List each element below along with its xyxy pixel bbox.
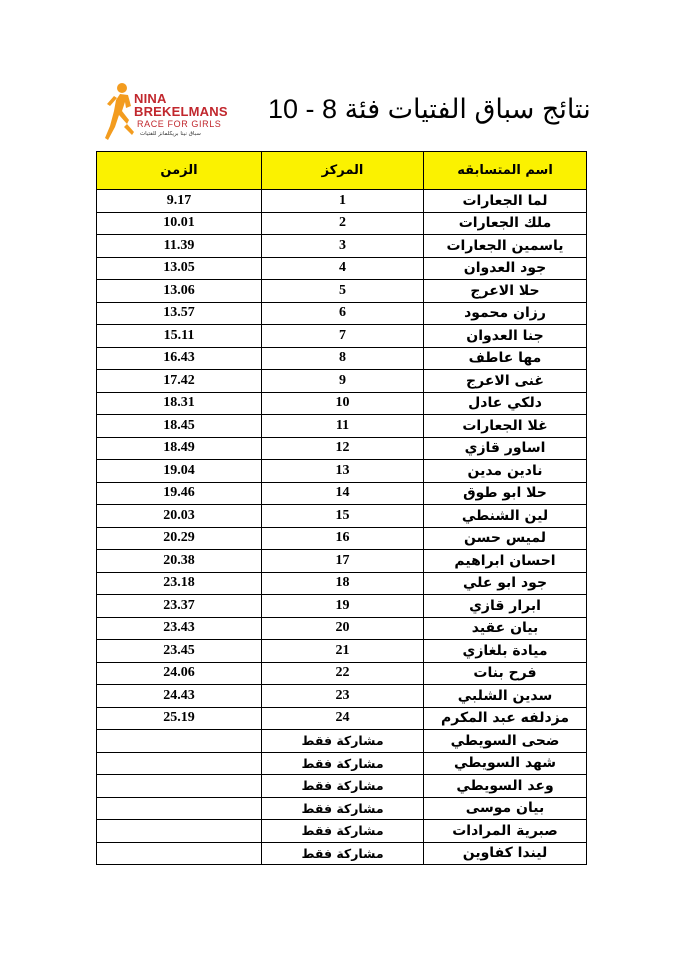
cell-place: مشاركة فقط — [262, 752, 424, 775]
table-row — [97, 257, 587, 280]
cell-name: حلا ابو طوق — [424, 482, 587, 505]
cell-place: 3 — [262, 235, 424, 258]
table-row — [97, 775, 587, 798]
cell-name: ليندا كفاوين — [424, 842, 587, 865]
cell-place: 4 — [262, 257, 424, 280]
table-row — [97, 797, 587, 820]
table-row — [97, 347, 587, 370]
cell-time: 11.39 — [97, 235, 262, 258]
cell-time: 13.57 — [97, 302, 262, 325]
cell-place: مشاركة فقط — [262, 820, 424, 843]
cell-time: 18.49 — [97, 437, 262, 460]
cell-name: ملك الجعارات — [424, 212, 587, 235]
cell-time — [97, 797, 262, 820]
table-row — [97, 235, 587, 258]
cell-name: حلا الاعرج — [424, 280, 587, 303]
logo-arabic-tagline: سباق نينا بريكلمانز للفتيات — [140, 131, 201, 137]
cell-place: 21 — [262, 640, 424, 663]
header-place: المركز — [262, 152, 424, 190]
table-row — [97, 280, 587, 303]
cell-place: مشاركة فقط — [262, 775, 424, 798]
table-row — [97, 730, 587, 753]
table-row — [97, 370, 587, 393]
cell-name: فرح بنات — [424, 662, 587, 685]
cell-time: 24.43 — [97, 685, 262, 708]
cell-name: صبرية المرادات — [424, 820, 587, 843]
cell-name: بيان عقيد — [424, 617, 587, 640]
cell-place: مشاركة فقط — [262, 842, 424, 865]
runner-icon — [104, 80, 138, 146]
cell-name: اساور قازي — [424, 437, 587, 460]
cell-time: 13.06 — [97, 280, 262, 303]
cell-time: 10.01 — [97, 212, 262, 235]
cell-time: 16.43 — [97, 347, 262, 370]
table-row — [97, 685, 587, 708]
cell-place: 12 — [262, 437, 424, 460]
cell-time: 23.45 — [97, 640, 262, 663]
cell-name: مزدلفه عبد المكرم — [424, 707, 587, 730]
cell-name: ابرار قازي — [424, 595, 587, 618]
cell-place: 20 — [262, 617, 424, 640]
cell-time: 23.18 — [97, 572, 262, 595]
cell-time: 20.29 — [97, 527, 262, 550]
cell-place: 6 — [262, 302, 424, 325]
cell-name: سدين الشلبي — [424, 685, 587, 708]
table-row — [97, 415, 587, 438]
cell-place: 1 — [262, 190, 424, 213]
cell-time — [97, 842, 262, 865]
cell-name: بيان موسى — [424, 797, 587, 820]
cell-time: 15.11 — [97, 325, 262, 348]
cell-place: مشاركة فقط — [262, 730, 424, 753]
cell-time: 19.46 — [97, 482, 262, 505]
cell-name: رزان محمود — [424, 302, 587, 325]
header-name: اسم المتسابقه — [424, 152, 587, 190]
cell-time: 9.17 — [97, 190, 262, 213]
cell-name: لين الشنطي — [424, 505, 587, 528]
table-header-row — [97, 152, 587, 190]
table-row — [97, 437, 587, 460]
table-row — [97, 302, 587, 325]
cell-time: 25.19 — [97, 707, 262, 730]
cell-time — [97, 820, 262, 843]
cell-time: 20.03 — [97, 505, 262, 528]
cell-time: 23.43 — [97, 617, 262, 640]
cell-time: 18.31 — [97, 392, 262, 415]
cell-name: غلا الجعارات — [424, 415, 587, 438]
cell-place: 13 — [262, 460, 424, 483]
cell-time: 23.37 — [97, 595, 262, 618]
logo-tagline: RACE FOR GIRLS — [137, 119, 222, 129]
cell-time: 19.04 — [97, 460, 262, 483]
table-row — [97, 752, 587, 775]
cell-name: نادين مدين — [424, 460, 587, 483]
cell-name: جنا العدوان — [424, 325, 587, 348]
cell-time: 13.05 — [97, 257, 262, 280]
table-row — [97, 707, 587, 730]
table-row — [97, 617, 587, 640]
logo-name-first: NINA — [134, 91, 167, 106]
cell-name: احسان ابراهيم — [424, 550, 587, 573]
cell-name: غنى الاعرج — [424, 370, 587, 393]
cell-name: لما الجعارات — [424, 190, 587, 213]
cell-place: 2 — [262, 212, 424, 235]
cell-place: 7 — [262, 325, 424, 348]
table-row — [97, 460, 587, 483]
cell-place: مشاركة فقط — [262, 797, 424, 820]
cell-name: ميادة بلغازي — [424, 640, 587, 663]
cell-name: ياسمين الجعارات — [424, 235, 587, 258]
table-row — [97, 662, 587, 685]
cell-place: 15 — [262, 505, 424, 528]
table-row — [97, 820, 587, 843]
cell-place: 14 — [262, 482, 424, 505]
table-row — [97, 550, 587, 573]
cell-place: 18 — [262, 572, 424, 595]
cell-name: ضحى السويطي — [424, 730, 587, 753]
cell-place: 10 — [262, 392, 424, 415]
table-row — [97, 572, 587, 595]
table-row — [97, 325, 587, 348]
table-row — [97, 482, 587, 505]
cell-name: جود العدوان — [424, 257, 587, 280]
cell-time — [97, 730, 262, 753]
cell-name: دلكي عادل — [424, 392, 587, 415]
cell-place: 8 — [262, 347, 424, 370]
cell-time — [97, 752, 262, 775]
cell-place: 11 — [262, 415, 424, 438]
cell-time: 18.45 — [97, 415, 262, 438]
table-row — [97, 595, 587, 618]
table-row — [97, 527, 587, 550]
table-row — [97, 505, 587, 528]
cell-place: 22 — [262, 662, 424, 685]
cell-place: 24 — [262, 707, 424, 730]
header-time: الزمن — [97, 152, 262, 190]
cell-time — [97, 775, 262, 798]
race-logo — [104, 80, 252, 146]
cell-time: 24.06 — [97, 662, 262, 685]
cell-place: 5 — [262, 280, 424, 303]
cell-place: 16 — [262, 527, 424, 550]
cell-place: 19 — [262, 595, 424, 618]
table-row — [97, 842, 587, 865]
cell-name: مها عاطف — [424, 347, 587, 370]
cell-name: جود ابو علي — [424, 572, 587, 595]
cell-place: 23 — [262, 685, 424, 708]
cell-time: 20.38 — [97, 550, 262, 573]
table-row — [97, 392, 587, 415]
logo-name-last: BREKELMANS — [134, 104, 228, 119]
cell-name: شهد السويطي — [424, 752, 587, 775]
results-table — [96, 151, 587, 865]
page-title: نتائج سباق الفتيات فئة 8 - 10 — [268, 94, 591, 124]
cell-time: 17.42 — [97, 370, 262, 393]
cell-name: وعد السويطي — [424, 775, 587, 798]
table-row — [97, 640, 587, 663]
table-row — [97, 212, 587, 235]
cell-place: 9 — [262, 370, 424, 393]
table-row — [97, 190, 587, 213]
cell-place: 17 — [262, 550, 424, 573]
cell-name: لميس حسن — [424, 527, 587, 550]
